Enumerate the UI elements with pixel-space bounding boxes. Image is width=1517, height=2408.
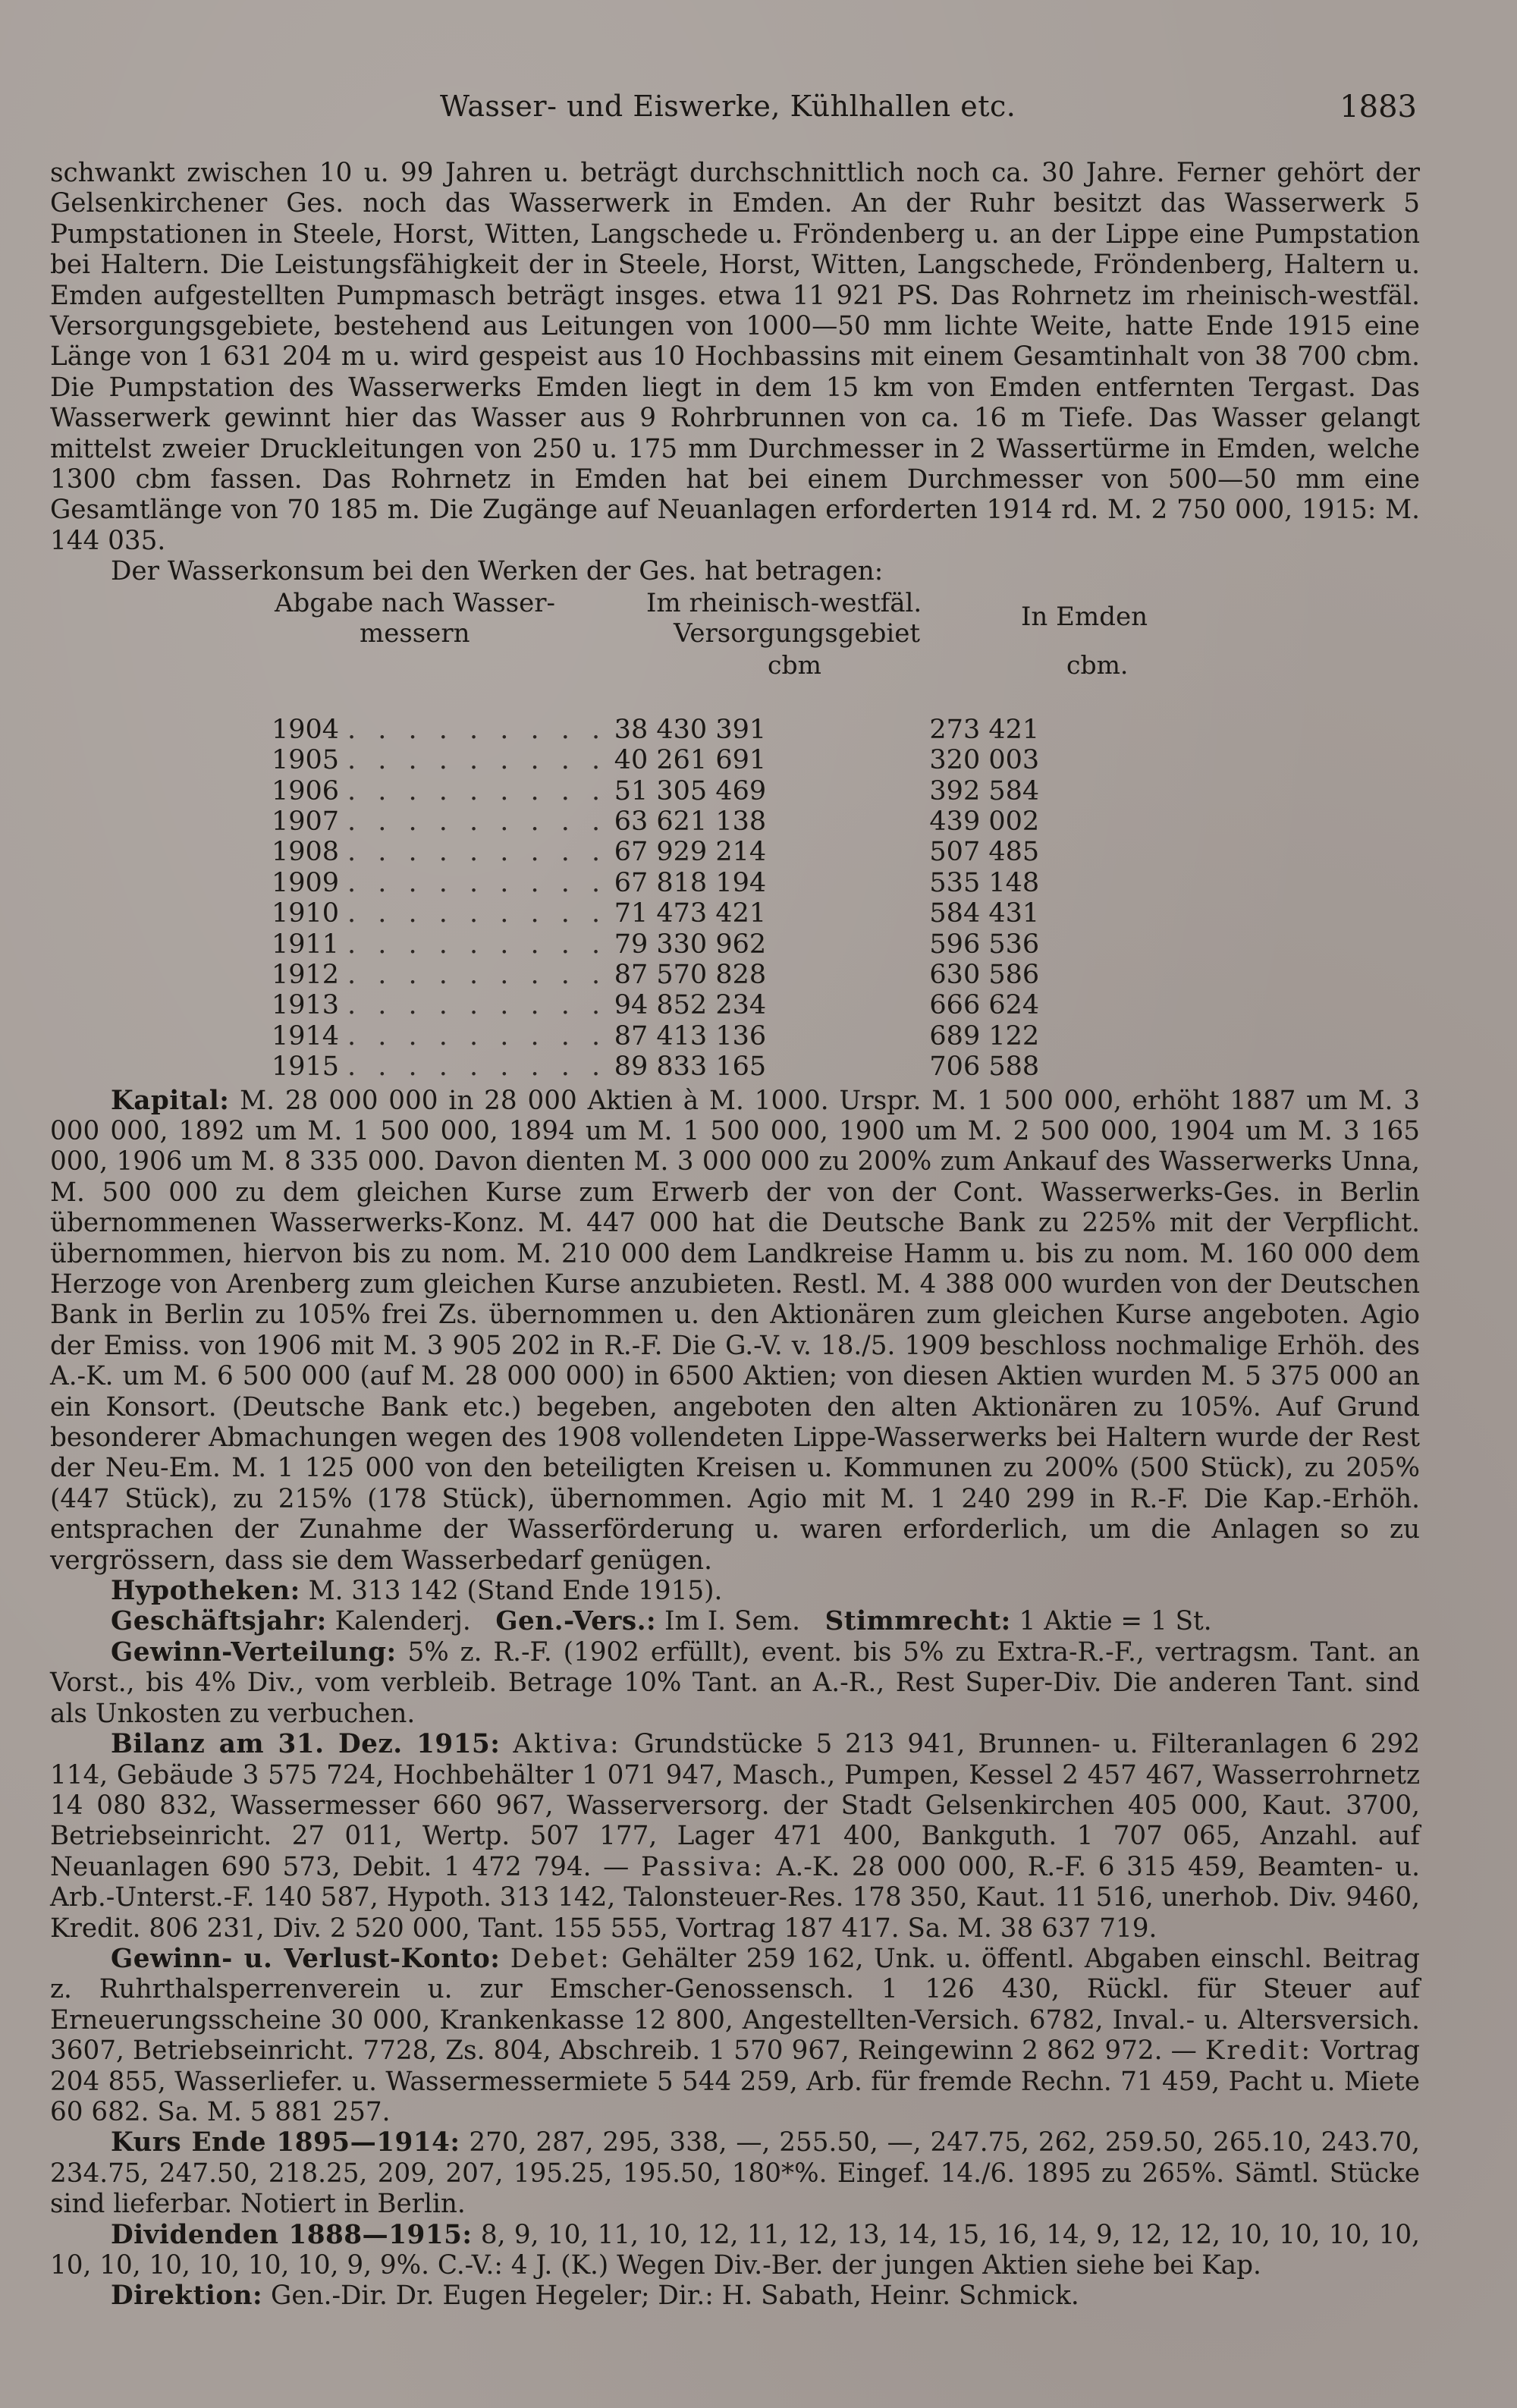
dividenden-section	[50, 2220, 1420, 2281]
emden-value-cell: 320 003	[929, 745, 1040, 776]
rheinisch-value-cell: 71 473 421	[614, 898, 767, 929]
col-header-emden: In Emden	[1021, 601, 1148, 632]
gewinnverteilung-section	[50, 1637, 1420, 1729]
emden-value-cell: 439 002	[929, 806, 1040, 837]
page-number: 1883	[1340, 90, 1417, 124]
year-cell: 1906	[272, 775, 340, 806]
col-unit-cbm: cbm	[768, 649, 821, 680]
table-row	[272, 837, 1039, 867]
year-cell: 1914	[272, 1020, 340, 1052]
column-gap	[766, 806, 910, 837]
year-cell: 1911	[272, 929, 340, 960]
kapital-label: Kapital:	[111, 1085, 230, 1116]
geschaeftsjahr-text: Kalenderj.	[334, 1606, 471, 1637]
year-cell: 1915	[272, 1052, 340, 1083]
kredit-label: Kredit:	[1204, 2035, 1313, 2067]
geschaeftsjahr-section	[50, 1606, 1420, 1636]
leader-dots: . . . . . . . . .	[347, 775, 608, 806]
aktiva-text: Grundstücke 5 213 941, Brunnen- u. Filteranlagen 6 292 114, Gebäude 3 575 724, Hochbehälter 1 071 947, Masch., Pumpen, Kessel 2 457 467, Wasserrohrnetz 14 080 832, Wassermesser 660 967, Wasserversorg. der Stadt Gelsenkirchen 405 000, Kaut. 3700, Betriebseinricht. 27 011, Wertp. 507 177, Lager 471 400, Bankguth. 1 707 065, Anzahl. auf Neuanlagen 690 573, Debit. 1 472 794. —	[50, 1729, 1420, 1882]
rheinisch-value-cell: 40 261 691	[614, 745, 767, 776]
direktion-section	[50, 2281, 1420, 2311]
emden-value-cell: 507 485	[929, 837, 1040, 868]
rheinisch-value-cell: 67 818 194	[614, 867, 767, 898]
leader-dots: . . . . . . . . .	[347, 990, 608, 1021]
year-cell: 1913	[272, 990, 340, 1021]
table-row	[272, 898, 1039, 929]
year-cell: 1912	[272, 959, 340, 990]
page-body	[50, 158, 1420, 2312]
column-gap	[766, 776, 910, 806]
column-gap	[766, 715, 910, 745]
bilanz-label: Bilanz am 31. Dez. 1915:	[111, 1729, 501, 1760]
kurs-section	[50, 2127, 1420, 2219]
emden-value-cell: 689 122	[929, 1020, 1040, 1052]
direktion-label: Direktion:	[111, 2281, 263, 2312]
column-gap	[766, 868, 910, 898]
leader-dots: . . . . . . . . .	[347, 837, 608, 868]
emden-value-cell: 273 421	[929, 714, 1040, 745]
leader-dots: . . . . . . . . .	[347, 867, 608, 898]
bilanz-section	[50, 1729, 1420, 1944]
rheinisch-value-cell: 87 413 136	[614, 1020, 767, 1052]
col-unit-cbm-emden: cbm.	[1066, 649, 1129, 680]
leader-dots: . . . . . . . . .	[347, 714, 608, 745]
kurs-text: 270, 287, 295, 338, —, 255.50, —, 247.75, 262, 259.50, 265.10, 243.70, 234.75, 247.50, 218.25, 209, 207, 195.25, 195.50, 180*%. Eingef. 14./6. 1895 zu 265%. Sämtl. Stücke sind lieferbar. Notiert in Berlin.	[50, 2127, 1420, 2220]
leader-dots: . . . . . . . . .	[347, 806, 608, 837]
column-gap	[766, 898, 910, 929]
consumption-table-header	[50, 587, 1420, 715]
hypotheken-label: Hypotheken:	[111, 1576, 300, 1607]
emden-value-cell: 535 148	[929, 867, 1040, 898]
table-row	[272, 806, 1039, 837]
col-header-rheinisch-line2: Versorgungsgebiet	[674, 618, 921, 649]
emden-value-cell: 392 584	[929, 775, 1040, 806]
intro-paragraph: schwankt zwischen 10 u. 99 Jahren u. beträgt durchschnittlich noch ca. 30 Jahre. Ferner gehört der Gelsenkirchener Ges. noch das Wasserwerk in Emden. An der Ruhr besitzt das Wasserwerk 5 Pumpstationen in Steele, Horst, Witten, Langschede u. Fröndenberg u. an der Lippe eine Pumpstation bei Haltern. Die Leistungsfähigkeit der in Steele, Horst, Witten, Langschede, Fröndenberg, Haltern u. Emden aufgestellten Pumpmasch beträgt insges. etwa 11 921 PS. Das Rohrnetz im rheinisch-westfäl. Versorgungsgebiete, bestehend aus Leitungen von 1000—50 mm lichte Weite, hatte Ende 1915 eine Länge von 1 631 204 m u. wird gespeist aus 10 Hochbassins mit einem Gesamtinhalt von 38 700 cbm. Die Pumpstation des Wasserwerks Emden liegt in dem 15 km von Emden entfernten Tergast. Das Wasserwerk gewinnt hier das Wasser aus 9 Rohrbrunnen von ca. 16 m Tiefe. Das Wasser gelangt mittelst zweier Druckleitungen von 250 u. 175 mm Durchmesser in 2 Wassertürme in Emden, welche 1300 cbm fassen. Das Rohrnetz in Emden hat bei einem Durchmesser von 500—50 mm eine Gesamtlänge von 70 185 m. Die Zugänge auf Neuanlagen erforderten 1914 rd. M. 2 750 000, 1915: M. 144 035.	[50, 158, 1420, 556]
rheinisch-value-cell: 89 833 165	[614, 1052, 767, 1083]
year-cell: 1905	[272, 745, 340, 776]
page-header	[0, 90, 1517, 135]
consumption-table	[272, 715, 1039, 1083]
running-title: Wasser- und Eiswerke, Kühlhallen etc.	[440, 90, 1016, 123]
leader-dots: . . . . . . . . .	[347, 959, 608, 990]
leader-dots: . . . . . . . . .	[347, 898, 608, 929]
rheinisch-value-cell: 63 621 138	[614, 806, 767, 837]
leader-dots: . . . . . . . . .	[347, 1020, 608, 1052]
col-header-abgabe: Abgabe nach Wasser-	[275, 587, 555, 618]
hypotheken-text: M. 313 142 (Stand Ende 1915).	[308, 1576, 723, 1607]
year-cell: 1910	[272, 898, 340, 929]
emden-value-cell: 584 431	[929, 898, 1040, 929]
table-row	[272, 1021, 1039, 1052]
rheinisch-value-cell: 87 570 828	[614, 959, 767, 990]
year-cell: 1908	[272, 837, 340, 868]
debet-label: Debet:	[510, 1943, 611, 1974]
dividenden-text: 8, 9, 10, 11, 10, 12, 11, 12, 13, 14, 15, 16, 14, 9, 12, 12, 10, 10, 10, 10, 10, 10, 10, 10, 10, 10, 9, 9%. C.-V.: 4 J. (K.) Wegen Div.-Ber. der jungen Aktien siehe bei Kap.	[50, 2219, 1420, 2281]
kapital-section	[50, 1086, 1420, 1577]
emden-value-cell: 706 588	[929, 1052, 1040, 1083]
guv-label: Gewinn- u. Verlust-Konto:	[111, 1943, 501, 1974]
rheinisch-value-cell: 67 929 214	[614, 837, 767, 868]
year-cell: 1909	[272, 867, 340, 898]
column-gap	[766, 990, 910, 1020]
gen-vers-label: Gen.-Vers.:	[495, 1606, 657, 1637]
rheinisch-value-cell: 79 330 962	[614, 929, 767, 960]
leader-dots: . . . . . . . . .	[347, 745, 608, 776]
column-gap	[766, 1021, 910, 1052]
year-cell: 1907	[272, 806, 340, 837]
emden-value-cell: 596 536	[929, 929, 1040, 960]
gewinnverteilung-label: Gewinn-Verteilung:	[111, 1636, 397, 1668]
kurs-label: Kurs Ende 1895—1914:	[111, 2127, 460, 2158]
stimmrecht-text: 1 Aktie = 1 St.	[1019, 1606, 1212, 1637]
leader-dots: . . . . . . . . .	[347, 1052, 608, 1083]
table-row	[272, 715, 1039, 745]
table-row	[272, 745, 1039, 775]
geschaeftsjahr-label: Geschäftsjahr:	[111, 1606, 327, 1637]
table-row	[272, 1052, 1039, 1082]
leader-dots: . . . . . . . . .	[347, 929, 608, 960]
col-header-rheinisch: Im rheinisch-westfäl.	[646, 587, 922, 618]
column-gap	[766, 960, 910, 990]
table-row	[272, 960, 1039, 990]
rheinisch-value-cell: 94 852 234	[614, 990, 767, 1021]
passiva-label: Passiva:	[640, 1851, 765, 1882]
column-gap	[766, 837, 910, 867]
kredit-text: Vortrag 204 855, Wasserliefer. u. Wassermessermiete 5 544 259, Arb. für fremde Rechn. 71 459, Pacht u. Miete 60 682. Sa. M. 5 881 257.	[50, 2035, 1420, 2127]
table-row	[272, 990, 1039, 1020]
table-row	[272, 868, 1039, 898]
emden-value-cell: 666 624	[929, 990, 1040, 1021]
hypotheken-section	[50, 1576, 1420, 1606]
rheinisch-value-cell: 38 430 391	[614, 714, 767, 745]
emden-value-cell: 630 586	[929, 959, 1040, 990]
rheinisch-value-cell: 51 305 469	[614, 775, 767, 806]
table-row	[272, 929, 1039, 960]
direktion-text: Gen.-Dir. Dr. Eugen Hegeler; Dir.: H. Sabath, Heinr. Schmick.	[271, 2281, 1079, 2312]
gen-vers-text: Im I. Sem.	[664, 1606, 800, 1637]
kapital-text: M. 28 000 000 in 28 000 Aktien à M. 1000. Urspr. M. 1 500 000, erhöht 1887 um M. 3 000 000, 1892 um M. 1 500 000, 1894 um M. 1 500 000, 1900 um M. 2 500 000, 1904 um M. 3 165 000, 1906 um M. 8 335 000. Davon dienten M. 3 000 000 zu 200% zum Ankauf des Wasserwerks Unna, M. 500 000 zu dem gleichen Kurse zum Erwerb der von der Cont. Wasserwerks-Ges. in Berlin übernommenen Wasserwerks-Konz. M. 447 000 hat die Deutsche Bank zu 225% mit der Verpflicht. übernommen, hiervon bis zu nom. M. 210 000 dem Landkreise Hamm u. bis zu nom. M. 160 000 dem Herzoge von Arenberg zum gleichen Kurse anzubieten. Restl. M. 4 388 000 wurden von der Deutschen Bank in Berlin zu 105% frei Zs. übernommen u. den Aktionären zum gleichen Kurse angeboten. Agio der Emiss. von 1906 mit M. 3 905 202 in R.-F. Die G.-V. v. 18./5. 1909 beschloss nochmalige Erhöh. des A.-K. um M. 6 500 000 (auf M. 28 000 000) in 6500 Aktien; von diesen Aktien wurden M. 5 375 000 an ein Konsort. (Deutsche Bank etc.) begeben, angeboten den alten Aktionären zu 105%. Auf Grund besonderer Abmachungen wegen des 1908 vollendeten Lippe-Wasserwerks bei Haltern wurde der Rest der Neu-Em. M. 1 125 000 von den beteiligten Kreisen u. Kommunen zu 200% (500 Stück), zu 205% (447 Stück), zu 215% (178 Stück), übernommen. Agio mit M. 1 240 299 in R.-F. Die Kap.-Erhöh. entsprachen der Zunahme der Wasserförderung u. waren erforderlich, um die Anlagen so zu vergrössern, dass sie dem Wasserbedarf genügen.	[50, 1085, 1420, 1576]
column-gap	[766, 929, 910, 960]
column-gap	[766, 1052, 910, 1082]
debet-text: Gehälter 259 162, Unk. u. öffentl. Abgaben einschl. Beitrag z. Ruhrthalsperrenverein u. zur Emscher-Genossensch. 1 126 430, Rückl. für Steuer auf Erneuerungsscheine 30 000, Krankenkasse 12 800, Angestellten-Versich. 6782, Inval.- u. Altersversich. 3607, Betriebseinricht. 7728, Zs. 804, Abschreib. 1 570 967, Reingewinn 2 862 972. —	[50, 1943, 1420, 2067]
year-cell: 1904	[272, 714, 340, 745]
gewinnverteilung-text: 5% z. R.-F. (1902 erfüllt), event. bis 5% zu Extra-R.-F., vertragsm. Tant. an Vorst., bis 4% Div., vom verbleib. Betrage 10% Tant. an A.-R., Rest Super-Div. Die anderen Tant. sind als Unkosten zu verbuchen.	[50, 1636, 1420, 1729]
guv-section	[50, 1944, 1420, 2127]
consumption-intro: Der Wasserkonsum bei den Werken der Ges. hat betragen:	[111, 556, 884, 587]
col-header-abgabe-line2: messern	[360, 618, 470, 649]
dividenden-label: Dividenden 1888—1915:	[111, 2219, 473, 2250]
column-gap	[766, 745, 910, 775]
passiva-text: A.-K. 28 000 000, R.-F. 6 315 459, Beamten- u. Arb.-Unterst.-F. 140 587, Hypoth. 313 142, Talonsteuer-Res. 178 350, Kaut. 11 516, unerhob. Div. 9460, Kredit. 806 231, Div. 2 520 000, Tant. 155 555, Vortrag 187 417. Sa. M. 38 637 719.	[50, 1851, 1421, 1944]
aktiva-label: Aktiva:	[513, 1729, 621, 1760]
table-row	[272, 776, 1039, 806]
stimmrecht-label: Stimmrecht:	[824, 1606, 1011, 1637]
